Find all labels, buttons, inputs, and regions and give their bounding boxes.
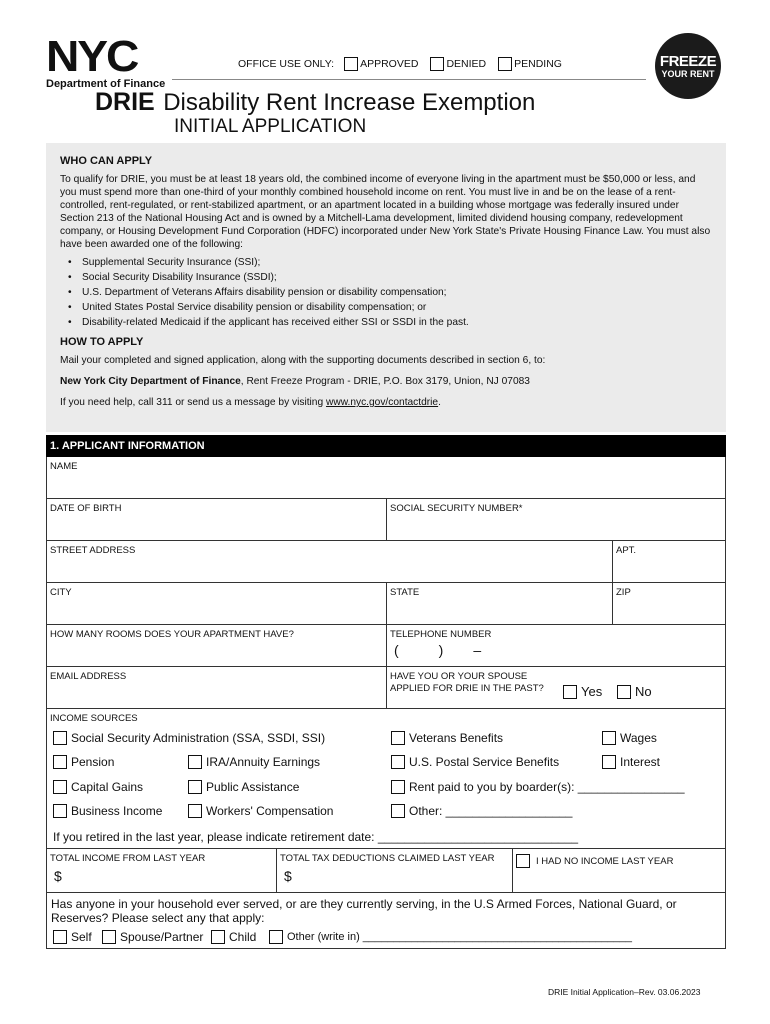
list-item: • Disability-related Medicaid if the applicant has received either SSI or SSDI in the past. — [66, 315, 712, 330]
applied-yes — [563, 685, 602, 699]
income-wages — [602, 731, 657, 745]
email-row — [47, 667, 725, 709]
title-abbreviation: DRIE — [95, 88, 155, 116]
list-item: • Social Security Disability Insurance (SSDI); — [66, 270, 712, 285]
workers-comp-checkbox[interactable] — [188, 804, 202, 818]
totals-row — [47, 849, 725, 893]
pending-label: PENDING — [514, 58, 562, 70]
name-row — [47, 457, 725, 499]
total-income-dollar: $ — [54, 868, 62, 884]
header-divider — [172, 79, 646, 80]
contact-link[interactable]: www.nyc.gov/contactdrie — [325, 397, 439, 408]
address-bold: New York City Department of Finance — [60, 376, 241, 387]
page-title — [95, 88, 535, 117]
public-assistance-label: Public Assistance — [206, 780, 300, 794]
rooms-field[interactable] — [47, 625, 386, 666]
phone-format — [390, 642, 722, 658]
usps-checkbox[interactable] — [391, 755, 405, 769]
no-checkbox[interactable] — [617, 685, 631, 699]
retirement-date-field[interactable] — [53, 830, 578, 844]
rooms-label: HOW MANY ROOMS DOES YOUR APARTMENT HAVE? — [50, 629, 294, 640]
city-row — [47, 583, 725, 625]
business-label: Business Income — [71, 804, 163, 818]
applied-question-2: APPLIED FOR DRIE IN THE PAST? — [390, 683, 544, 694]
interest-label: Interest — [620, 755, 661, 769]
approved-label: APPROVED — [360, 58, 419, 70]
income-public-assistance — [188, 780, 299, 794]
phone-field[interactable] — [386, 625, 725, 666]
dob-field[interactable] — [47, 499, 386, 540]
dob-label: DATE OF BIRTH — [50, 503, 122, 514]
ssa-label: Social Security Administration (SSA, SSDI, SSI) — [71, 731, 326, 745]
no-income-checkbox[interactable] — [516, 854, 530, 868]
served-spouse — [102, 930, 203, 944]
mailing-address — [60, 375, 712, 388]
dob-row — [47, 499, 725, 541]
income-other — [391, 804, 572, 818]
spouse-checkbox[interactable] — [102, 930, 116, 944]
no-income-option — [516, 854, 673, 868]
other-served-label: Other (write in) ____________________________________________ — [287, 931, 632, 943]
page-subtitle: INITIAL APPLICATION — [174, 116, 367, 137]
help-end: . — [438, 397, 441, 408]
total-income-field[interactable] — [47, 849, 276, 892]
zip-label: ZIP — [616, 587, 631, 598]
qualification-list — [66, 255, 712, 330]
ssa-checkbox[interactable] — [53, 731, 67, 745]
served-self — [53, 930, 92, 944]
boarder-checkbox[interactable] — [391, 780, 405, 794]
ssn-field[interactable] — [386, 499, 725, 540]
zip-field[interactable] — [612, 583, 725, 624]
workers-comp-label: Workers' Compensation — [206, 804, 334, 818]
total-tax-label: TOTAL TAX DEDUCTIONS CLAIMED LAST YEAR — [280, 853, 495, 864]
income-veterans — [391, 731, 503, 745]
wages-label: Wages — [620, 731, 657, 745]
pending-checkbox[interactable] — [498, 57, 512, 71]
list-item: • Supplemental Security Insurance (SSI); — [66, 255, 712, 270]
interest-checkbox[interactable] — [602, 755, 616, 769]
list-item: • U.S. Department of Veterans Affairs disability pension or disability compensation; — [66, 285, 712, 300]
spouse-label: Spouse/Partner — [120, 930, 204, 944]
denied-checkbox[interactable] — [430, 57, 444, 71]
other-served-checkbox[interactable] — [269, 930, 283, 944]
income-capital-gains — [53, 780, 143, 794]
phone-open-paren: ( — [394, 642, 399, 658]
income-ira — [188, 755, 320, 769]
apt-label: APT. — [616, 545, 637, 556]
income-business — [53, 804, 162, 818]
yes-checkbox[interactable] — [563, 685, 577, 699]
other-income-label: Other: ___________________ — [409, 804, 573, 818]
income-ssa — [53, 731, 325, 745]
state-field[interactable] — [386, 583, 612, 624]
nyc-logo — [46, 32, 166, 90]
income-sources — [47, 709, 725, 849]
city-field[interactable] — [47, 583, 386, 624]
no-label: No — [635, 684, 652, 699]
veterans-checkbox[interactable] — [391, 731, 405, 745]
military-question: Has anyone in your household ever served, or are they currently serving, in the U.S Armed Forces, National Guard, or Reserves? Please select any that apply: — [51, 897, 677, 925]
email-label: EMAIL ADDRESS — [50, 671, 127, 682]
name-label: NAME — [50, 461, 78, 472]
retirement-date-label: If you retired in the last year, please indicate retirement date: ______________________________ — [53, 830, 579, 844]
public-assistance-checkbox[interactable] — [188, 780, 202, 794]
no-income-field — [512, 849, 725, 892]
total-tax-dollar: $ — [284, 868, 292, 884]
usps-label: U.S. Postal Service Benefits — [409, 755, 560, 769]
who-can-apply-text: To qualify for DRIE, you must be at least 18 years old, the combined income of everyone living in the apartment must be $50,000 or less, and you must spend more than one-third of your monthly combined household income on rent. You must live in and be on the lease of a rent-controlled, rent-regulated, or rent-stabilized apartment, or an apartment located in a building whose mortgage was federally insured under Section 213 of the National Housing Act and is owned by a Mitchell-Lama development, limited dividend housing company, redevelopment company, or Housing Development Fund Corporation (HDFC) incorporated under New York State's Private Housing Finance Law. You must also have been awarded one of the following: — [60, 174, 711, 250]
applied-question-1: HAVE YOU OR YOUR SPOUSE — [390, 671, 528, 682]
city-label: CITY — [50, 587, 72, 598]
income-workers-comp — [188, 804, 333, 818]
revision-footer: DRIE Initial Application–Rev. 03.06.2023 — [548, 987, 701, 997]
office-use-label: OFFICE USE ONLY: — [238, 58, 335, 70]
badge-line1: FREEZE — [659, 52, 717, 70]
address-rest: , Rent Freeze Program - DRIE, P.O. Box 3179, Union, NJ 07083 — [240, 376, 530, 387]
business-checkbox[interactable] — [53, 804, 67, 818]
income-interest — [602, 755, 660, 769]
how-to-apply-text: Mail your completed and signed application, along with the supporting documents described in section 6, to: — [60, 355, 546, 366]
email-field[interactable] — [47, 667, 386, 708]
street-label: STREET ADDRESS — [50, 545, 136, 556]
capital-gains-label: Capital Gains — [71, 780, 144, 794]
street-row — [47, 541, 725, 583]
logo-department: Department of Finance — [46, 78, 166, 90]
income-pension — [53, 755, 114, 769]
help-prefix: If you need help, call 311 or send us a message by visiting — [60, 397, 326, 408]
street-field[interactable] — [47, 541, 612, 582]
wages-checkbox[interactable] — [602, 731, 616, 745]
phone-close-paren: ) — [438, 642, 444, 658]
income-boarder — [391, 780, 685, 794]
ira-checkbox[interactable] — [188, 755, 202, 769]
applicant-form — [46, 457, 726, 949]
capital-gains-checkbox[interactable] — [53, 780, 67, 794]
no-income-label: I HAD NO INCOME LAST YEAR — [536, 855, 674, 867]
veterans-label: Veterans Benefits — [409, 731, 504, 745]
freeze-your-rent-badge — [655, 33, 721, 99]
help-text — [60, 396, 712, 409]
office-use-only — [238, 57, 574, 71]
logo-wordmark: NYC — [46, 32, 138, 81]
pension-label: Pension — [71, 755, 115, 769]
applied-before-field — [386, 667, 725, 708]
self-label: Self — [71, 930, 92, 944]
self-checkbox[interactable] — [53, 930, 67, 944]
name-field[interactable] — [47, 457, 725, 498]
yes-label: Yes — [581, 684, 603, 699]
total-income-label: TOTAL INCOME FROM LAST YEAR — [50, 853, 206, 864]
denied-label: DENIED — [446, 58, 487, 70]
title-full: Disability Rent Increase Exemption — [163, 89, 536, 116]
badge-line2: YOUR RENT — [661, 68, 715, 79]
state-label: STATE — [390, 587, 420, 598]
how-to-apply-heading: HOW TO APPLY — [60, 336, 144, 348]
who-can-apply-heading: WHO CAN APPLY — [60, 155, 153, 167]
rooms-row — [47, 625, 725, 667]
applied-no — [617, 685, 652, 699]
apt-field[interactable] — [612, 541, 725, 582]
section-applicant-heading: 1. APPLICANT INFORMATION — [46, 435, 726, 457]
income-usps — [391, 755, 559, 769]
ssn-label: SOCIAL SECURITY NUMBER* — [390, 503, 523, 514]
pension-checkbox[interactable] — [53, 755, 67, 769]
phone-dash: – — [473, 642, 482, 658]
list-item: • United States Postal Service disability pension or disability compensation; or — [66, 300, 712, 315]
phone-label: TELEPHONE NUMBER — [390, 629, 492, 640]
served-other — [269, 930, 632, 944]
boarder-label: Rent paid to you by boarder(s): ________________ — [409, 780, 685, 794]
served-child — [211, 930, 256, 944]
ira-label: IRA/Annuity Earnings — [206, 755, 321, 769]
info-box — [46, 143, 726, 432]
income-sources-label: INCOME SOURCES — [50, 713, 138, 724]
approved-checkbox[interactable] — [344, 57, 358, 71]
military-service-row — [47, 893, 725, 949]
total-tax-field[interactable] — [276, 849, 512, 892]
child-checkbox[interactable] — [211, 930, 225, 944]
child-label: Child — [229, 930, 257, 944]
other-income-checkbox[interactable] — [391, 804, 405, 818]
